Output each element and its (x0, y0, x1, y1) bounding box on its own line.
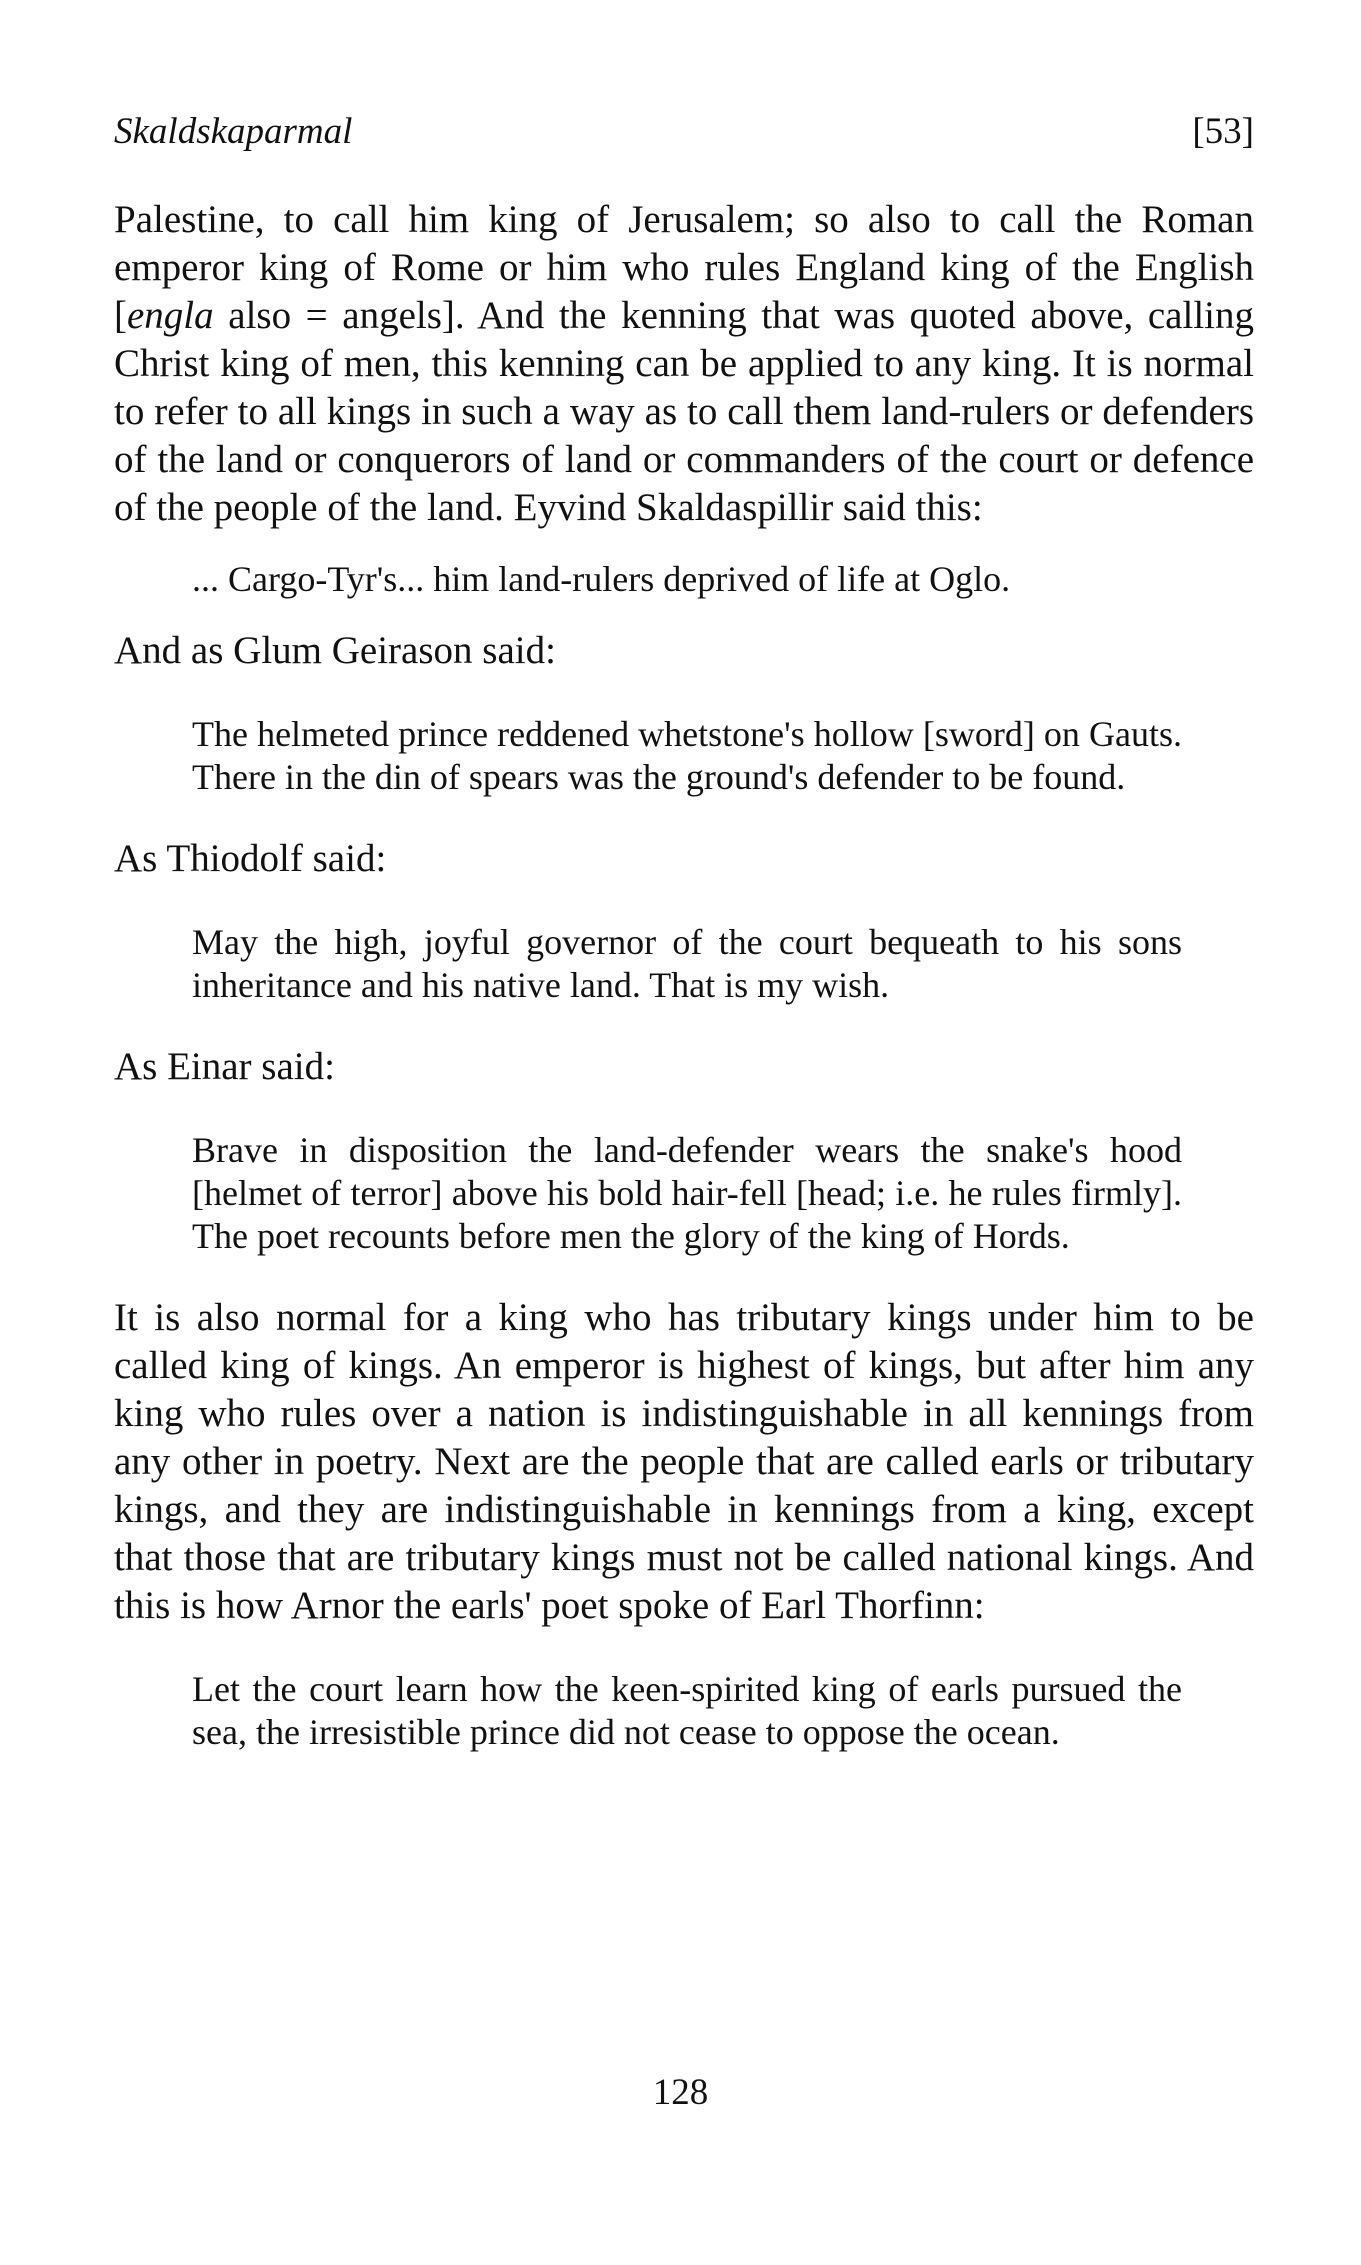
verse-intro-3: As Thiodolf said: (114, 837, 387, 880)
page-number: 128 (652, 2072, 709, 2113)
verse-intro-2: And as Glum Geirason said: (114, 629, 556, 672)
verse-1: ... Cargo-Tyr's... him land-rulers deprived of life at Oglo. (192, 559, 1011, 599)
book-page (114, 102, 1254, 1754)
paragraph-1-part-b: also = angels]. And the kenning that was quoted above, calling Christ king of men, this kenning can be applied to any king. It is normal to refer to all kings in such a way as to call them land-rulers or defenders of the land or conquerors of land or commanders of the court or defence of the people of the land. Eyvind Skaldaspillir said this: (114, 294, 1254, 529)
paragraph-1 (114, 196, 1254, 532)
running-title: Skaldskaparmal (114, 111, 353, 152)
verse-2: The helmeted prince reddened whetstone's hollow [sword] on Gauts. There in the din of spears was the ground's defender to be found. (192, 714, 1182, 797)
paragraph-2: It is also normal for a king who has tributary kings under him to be called king of kings. An emperor is highest of kings, but after him any king who rules over a nation is indistinguishable in all kennings from any other in poetry. Next are the people that are called earls or tributary kings, and they are indistinguishable in kennings from a king, except that those that are tributary kings must not be called national kings. And this is how Arnor the earls' poet spoke of Earl Thorfinn: (114, 1296, 1254, 1627)
paragraph-1-part-a: Palestine, to call him king of Jerusalem; so also to call the Roman emperor king of Rome or him who rules England king of the English [ (114, 198, 1254, 337)
verse-3: May the high, joyful governor of the court bequeath to his sons inheritance and his native land. That is my wish. (192, 922, 1182, 1005)
verse-4: Brave in disposition the land-defender wears the snake's hood [helmet of terror] above his bold hair-fell [head; i.e. he rules firmly]. The poet recounts before men the glory of the king of Hords. (192, 1130, 1182, 1256)
running-head (114, 102, 1254, 162)
verse-intro-4: As Einar said: (114, 1045, 335, 1088)
paragraph-1-italic-term: engla (127, 294, 214, 337)
verse-5: Let the court learn how the keen-spirited king of earls pursued the sea, the irresistible prince did not cease to oppose the ocean. (192, 1669, 1182, 1752)
page-reference: [53] (1192, 111, 1254, 152)
